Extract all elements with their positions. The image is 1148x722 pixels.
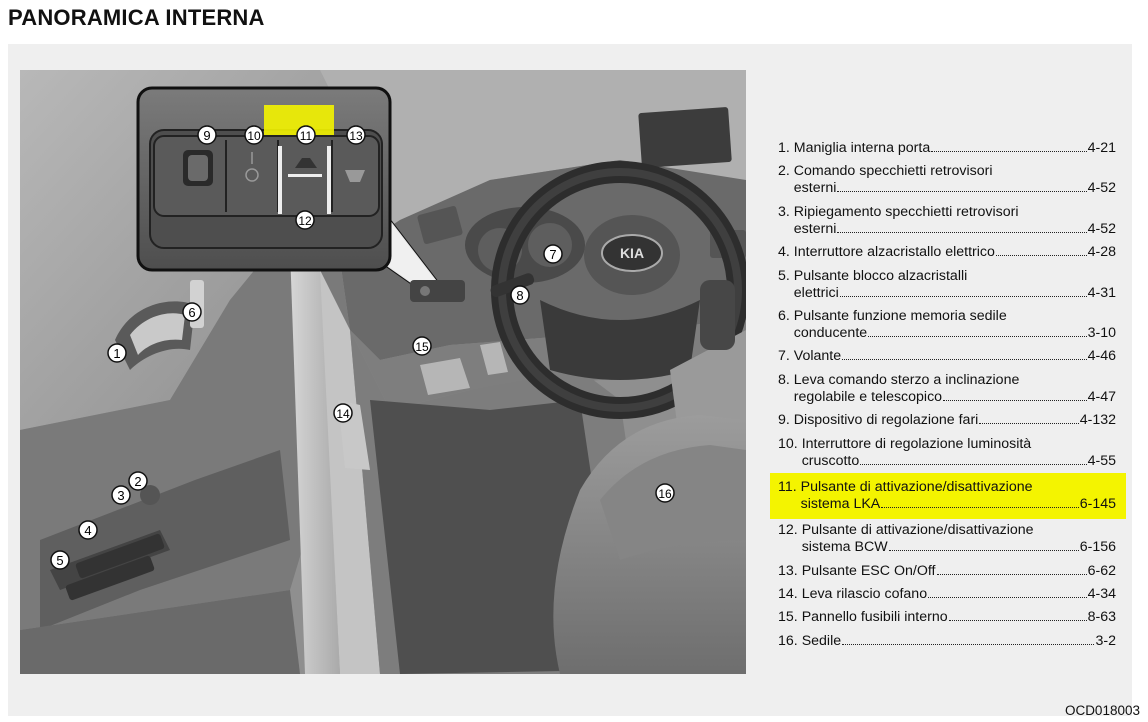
leader-dots [860, 464, 1086, 465]
legend-item-number: 15. [778, 609, 798, 626]
leader-dots [840, 296, 1087, 297]
svg-text:1: 1 [113, 346, 121, 361]
callout-7 [544, 245, 562, 263]
svg-text:9: 9 [203, 128, 211, 143]
legend-item-line: Leva comando sterzo a inclinazione [793, 371, 1020, 388]
leader-dots [842, 359, 1086, 360]
legend-item-line: Pulsante blocco alzacristalli [793, 267, 968, 284]
legend-item-number: 2. [778, 163, 790, 180]
callout-4 [79, 521, 97, 539]
legend-item-label: regolabile e telescopico [793, 388, 943, 405]
legend-item-label: Leva rilascio cofano [801, 586, 928, 603]
legend-item-page: 4-132 [1079, 412, 1116, 429]
legend-item-line: Pulsante di attivazione/disattivazione [801, 522, 1034, 539]
callout-8 [511, 286, 529, 304]
legend-item-page: 4-31 [1087, 284, 1116, 301]
legend-item-7 [778, 348, 1116, 365]
legend-item-16 [778, 633, 1116, 650]
legend-item-page: 3-2 [1095, 632, 1116, 649]
legend-item-label: Interruttore alzacristallo elettrico [793, 244, 995, 261]
callout-16 [656, 484, 674, 502]
leader-dots [937, 574, 1087, 575]
legend-item-14 [778, 586, 1116, 603]
legend-item-number: 11. [778, 478, 797, 495]
callout-5 [51, 551, 69, 569]
legend-item-11 [770, 473, 1126, 519]
legend-item-15 [778, 609, 1116, 626]
leader-dots [881, 507, 1078, 508]
svg-text:5: 5 [56, 553, 64, 568]
leader-dots [868, 336, 1086, 337]
legend-item-page: 6-145 [1079, 495, 1116, 512]
leader-dots [943, 400, 1087, 401]
leader-dots [979, 423, 1078, 424]
callout-6 [183, 303, 201, 321]
legend-item-label: Pulsante ESC On/Off [801, 562, 936, 579]
legend-item-number: 14. [778, 586, 798, 603]
component-legend [778, 140, 1116, 656]
legend-item-number: 1. [778, 140, 790, 156]
legend-item-page: 4-28 [1087, 244, 1116, 261]
svg-text:7: 7 [549, 247, 557, 262]
callout-9 [198, 126, 216, 144]
callout-14 [334, 404, 352, 422]
legend-item-12 [778, 522, 1116, 556]
svg-text:12: 12 [298, 214, 312, 228]
callout-15 [413, 337, 431, 355]
legend-item-5 [778, 268, 1116, 302]
legend-item-label: Dispositivo di regolazione fari [793, 412, 979, 429]
svg-text:14: 14 [336, 407, 350, 421]
legend-item-page: 4-47 [1087, 388, 1116, 405]
leader-dots [931, 151, 1086, 152]
legend-item-page: 4-55 [1087, 452, 1116, 469]
interior-illustration [20, 70, 746, 674]
legend-item-page: 4-46 [1087, 348, 1116, 365]
legend-item-number: 16. [778, 632, 798, 649]
interior-drawing [20, 70, 746, 674]
svg-text:15: 15 [415, 340, 429, 354]
legend-item-number: 5. [778, 267, 790, 284]
svg-text:4: 4 [84, 523, 92, 538]
legend-item-number: 12. [778, 522, 798, 539]
legend-item-number: 4. [778, 244, 790, 261]
svg-text:8: 8 [516, 288, 524, 303]
legend-item-page: 6-62 [1087, 562, 1116, 579]
callout-2 [129, 472, 147, 490]
legend-item-label: Volante [793, 348, 842, 365]
legend-item-page: 4-34 [1087, 586, 1116, 603]
legend-item-label: conducente [793, 324, 868, 341]
svg-text:3: 3 [117, 488, 125, 503]
leader-dots [996, 255, 1087, 256]
legend-item-label: Pannello fusibili interno [801, 609, 948, 626]
legend-item-label: sistema LKA [800, 495, 881, 512]
svg-text:2: 2 [134, 474, 142, 489]
legend-item-number: 7. [778, 348, 790, 365]
leader-dots [837, 191, 1086, 192]
legend-item-page: 3-10 [1087, 324, 1116, 341]
legend-item-number: 8. [778, 371, 790, 388]
callout-1 [108, 344, 126, 362]
legend-item-label: sistema BCW [801, 539, 888, 556]
legend-item-page: 4-52 [1087, 220, 1116, 237]
legend-item-3 [778, 204, 1116, 238]
leader-dots [889, 550, 1079, 551]
callout-12 [296, 211, 314, 229]
legend-item-label: cruscotto [801, 452, 860, 469]
kia-logo: KIA [619, 245, 645, 261]
svg-text:11: 11 [299, 129, 313, 143]
legend-item-label: esterni [793, 220, 837, 237]
figure-code: OCD018003 [1064, 703, 1140, 718]
legend-item-8 [778, 372, 1116, 406]
legend-item-page: 4-52 [1087, 180, 1116, 197]
legend-item-page: 8-63 [1087, 609, 1116, 626]
legend-item-number: 10. [778, 435, 798, 452]
legend-item-label: Maniglia interna porta [793, 140, 931, 156]
legend-item-4 [778, 244, 1116, 261]
legend-item-label: Sedile [801, 632, 842, 649]
legend-item-page: 6-156 [1079, 539, 1116, 556]
legend-item-line: Ripiegamento specchietti retrovisori [793, 203, 1019, 220]
legend-item-6 [778, 308, 1116, 342]
svg-text:6: 6 [188, 305, 196, 320]
leader-dots [928, 597, 1087, 598]
legend-item-label: elettrici [793, 284, 839, 301]
svg-text:13: 13 [349, 129, 363, 143]
legend-item-1 [778, 140, 1116, 157]
legend-item-line: Pulsante di attivazione/disattivazione [800, 478, 1033, 495]
legend-item-line: Comando specchietti retrovisori [793, 163, 993, 180]
legend-item-9 [778, 412, 1116, 429]
legend-item-2 [778, 163, 1116, 197]
legend-item-number: 6. [778, 307, 790, 324]
svg-text:10: 10 [247, 129, 261, 143]
legend-item-number: 9. [778, 412, 790, 429]
legend-item-line: Pulsante funzione memoria sedile [793, 307, 1007, 324]
legend-item-label: esterni [793, 180, 837, 197]
svg-text:16: 16 [658, 487, 672, 501]
leader-dots [842, 644, 1094, 645]
callout-11 [297, 126, 315, 144]
callout-10 [245, 126, 263, 144]
legend-item-number: 13. [778, 562, 798, 579]
callout-13 [347, 126, 365, 144]
leader-dots [949, 620, 1087, 621]
leader-dots [837, 232, 1086, 233]
callout-3 [112, 486, 130, 504]
legend-item-10 [778, 436, 1116, 470]
legend-item-page: 4-21 [1087, 140, 1116, 156]
legend-item-number: 3. [778, 203, 790, 220]
legend-item-line: Interruttore di regolazione luminosità [801, 435, 1032, 452]
legend-item-13 [778, 563, 1116, 580]
page-title: PANORAMICA INTERNA [8, 5, 265, 30]
